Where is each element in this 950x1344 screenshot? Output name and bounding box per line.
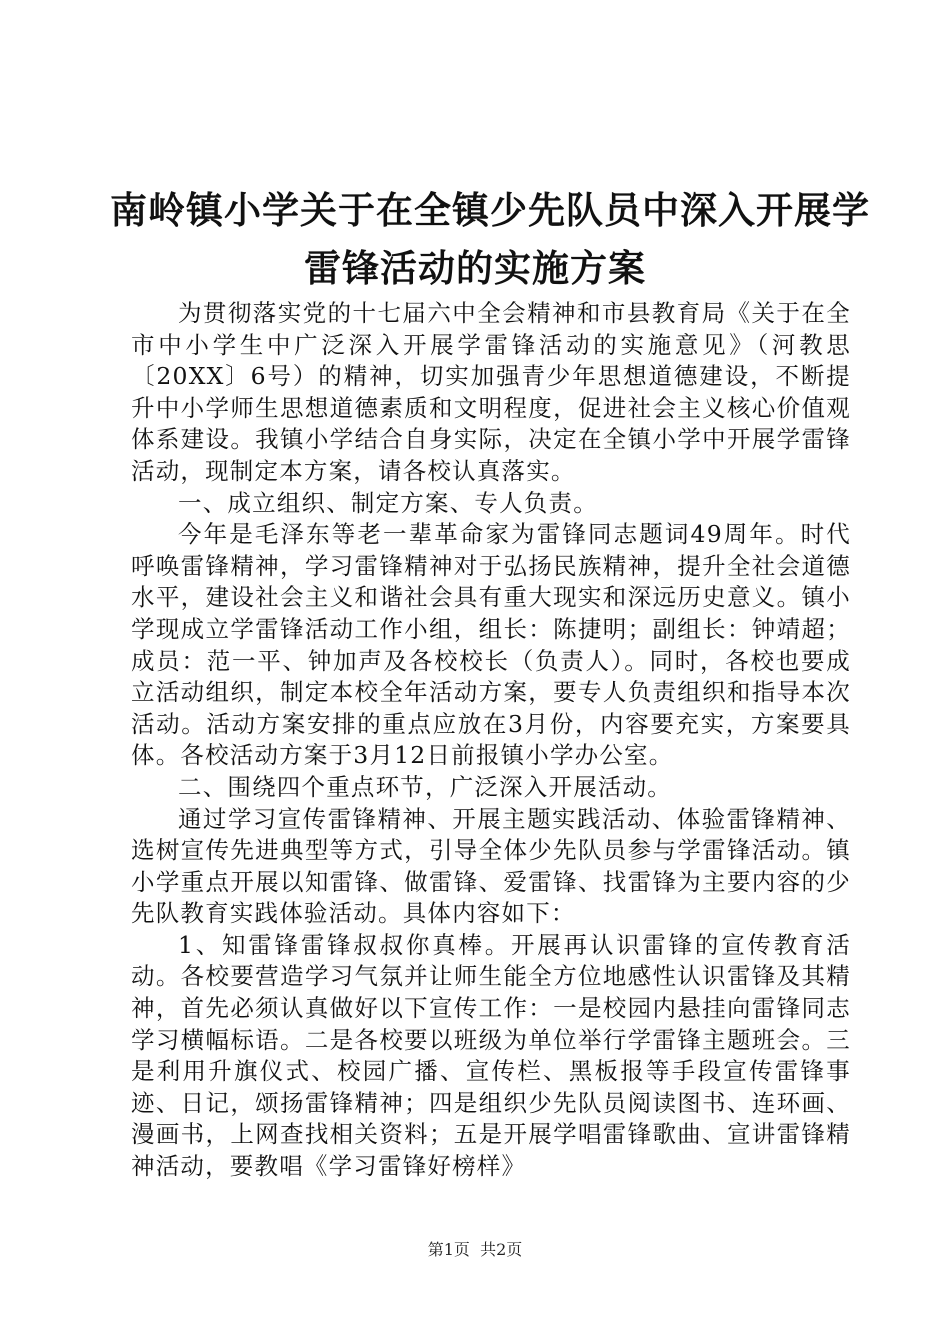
page-footer: 第1页 共2页	[427, 1240, 523, 1259]
section-2-paragraph: 通过学习宣传雷锋精神、开展主题实践活动、体验雷锋精神、选树宣传先进典型等方式，引导全体少先队员参与学雷锋活动。镇小学重点开展以知雷锋、做雷锋、爱雷锋、找雷锋为主要内容的少先队教育实践体验活动。具体内容如下：	[131, 804, 851, 928]
document-title-line-1: 南岭镇小学关于在全镇少先队员中深入开展学	[110, 188, 870, 232]
intro-paragraph: 为贯彻落实党的十七届六中全会精神和市县教育局《关于在全市中小学生中广泛深入开展学雷锋活动的实施意见》（河教思〔20XX〕6号）的精神，切实加强青少年思想道德建设，不断提升中小学师生思想道德素质和文明程度，促进社会主义核心价值观体系建设。我镇小学结合自身实际，决定在全镇小学中开展学雷锋活动，现制定本方案，请各校认真落实。	[131, 299, 851, 485]
item-1-paragraph: 1、知雷锋雷锋叔叔你真棒。开展再认识雷锋的宣传教育活动。各校要营造学习气氛并让师生能全方位地感性认识雷锋及其精神，首先必须认真做好以下宣传工作：一是校园内悬挂向雷锋同志学习横幅标语。二是各校要以班级为单位举行学雷锋主题班会。三是利用升旗仪式、校园广播、宣传栏、黑板报等手段宣传雷锋事迹、日记，颂扬雷锋精神；四是组织少先队员阅读图书、连环画、漫画书，上网查找相关资料；五是开展学唱雷锋歌曲、宣讲雷锋精神活动，要教唱《学习雷锋好榜样》	[131, 930, 851, 1181]
section-heading-2: 二、围绕四个重点环节，广泛深入开展活动。	[178, 772, 672, 801]
section-1-paragraph: 今年是毛泽东等老一辈革命家为雷锋同志题词49周年。时代呼唤雷锋精神，学习雷锋精神对于弘扬民族精神，提升全社会道德水平，建设社会主义和谐社会具有重大现实和深远历史意义。镇小学现成立学雷锋活动工作小组，组长：陈捷明；副组长：钟靖超；成员：范一平、钟加声及各校校长（负责人）。同时，各校也要成立活动组织，制定本校全年活动方案，要专人负责组织和指导本次活动。活动方案安排的重点应放在3月份，内容要充实，方案要具体。各校活动方案于3月12日前报镇小学办公室。	[131, 520, 851, 770]
document-title-line-2: 雷锋活动的实施方案	[304, 246, 646, 290]
document-body	[131, 298, 851, 1183]
section-heading-1: 一、成立组织、制定方案、专人负责。	[178, 488, 598, 517]
